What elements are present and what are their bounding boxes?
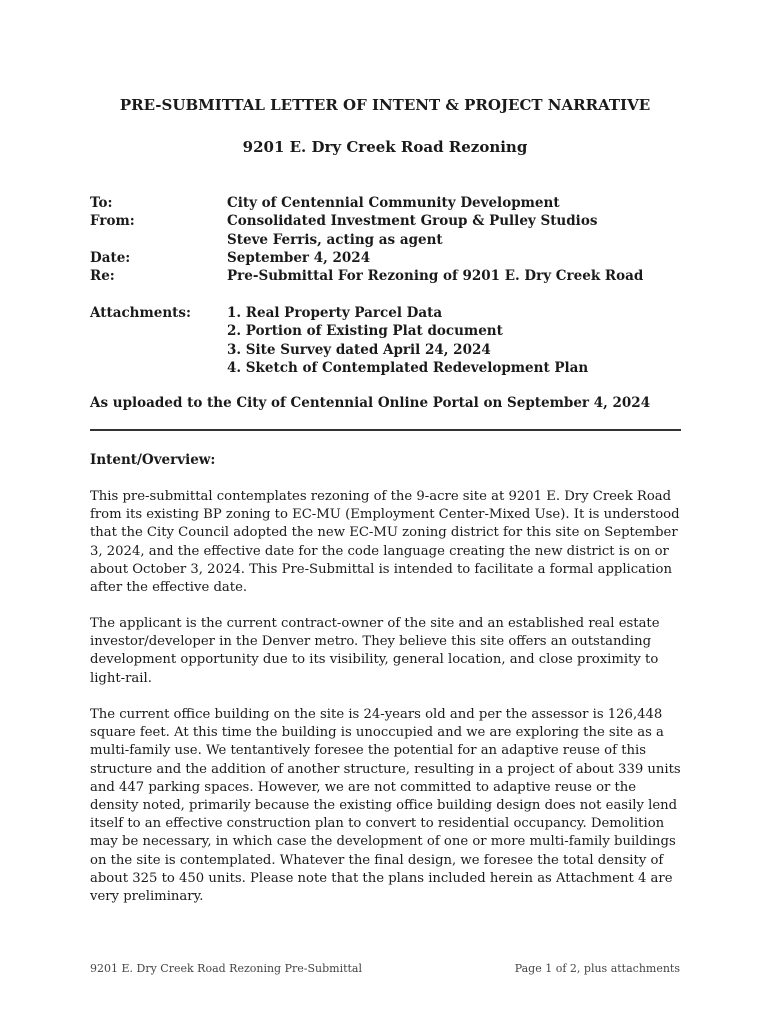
from-label: From:	[90, 213, 135, 230]
attachment-item: 1. Real Property Parcel Data	[227, 304, 443, 321]
footer-left: 9201 E. Dry Creek Road Rezoning Pre-Submittal	[90, 962, 363, 975]
re-value: Pre-Submittal For Rezoning of 9201 E. Dry Creek Road	[227, 268, 644, 285]
re-row	[90, 267, 690, 285]
attachment-item: 4. Sketch of Contemplated Redevelopment Plan	[227, 359, 589, 376]
document-subtitle: 9201 E. Dry Creek Road Rezoning	[242, 138, 528, 156]
to-value: City of Centennial Community Development	[227, 195, 560, 211]
from-value-2: Steve Ferris, acting as agent	[227, 231, 443, 248]
date-value: September 4, 2024	[227, 249, 371, 266]
date-label: Date:	[90, 249, 131, 266]
letter-header	[90, 194, 690, 377]
from-row-2	[90, 231, 690, 249]
paragraph-3: The current office building on the site is 24-years old and per the assessor is 126,448 square feet. At this time the building is unoccupied and we are exploring the site as a multi-family use. We tentantively foresee the potential for an adaptive reuse of this structure and the addition of another structure, resulting in a project of about 339 units and 447 parking spaces. However, we are not committed to adaptive reuse or the density noted, primarily because the existing office building design does not easily lend itself to an effective construction plan to convert to residential occupancy. Demolition may be necessary, in which case the development of one or more multi-family buildings on the site is contemplated. Whatever the final design, we foresee the total density of about 325 to 450 units. Please note that the plans included herein as Attachment 4 are very preliminary.	[90, 707, 681, 905]
horizontal-divider	[90, 429, 681, 431]
attachments-label: Attachments:	[90, 304, 191, 321]
document-title: PRE-SUBMITTAL LETTER OF INTENT & PROJECT NARRATIVE	[119, 96, 651, 114]
to-label: To:	[90, 195, 113, 211]
paragraph-1: This pre-submittal contemplates rezoning of the 9-acre site at 9201 E. Dry Creek Road from its existing BP zoning to EC-MU (Employment Center-Mixed Use). It is understood that the City Council adopted the new EC-MU zoning district for this site on September 3, 2024, and the effective date for the code language creating the new district is on or about October 3, 2024. This Pre-Submittal is intended to facilitate a formal application after the effective date.	[90, 489, 680, 596]
to-row	[90, 194, 690, 212]
footer-page-number: Page 1 of 2, plus attachments	[514, 962, 680, 975]
date-row	[90, 249, 690, 267]
attachments-row	[90, 304, 690, 322]
from-value: Consolidated Investment Group & Pulley Studios	[227, 213, 598, 230]
section-heading: Intent/Overview:	[90, 452, 216, 468]
attachment-item: 3. Site Survey dated April 24, 2024	[227, 341, 491, 358]
upload-note: As uploaded to the City of Centennial Online Portal on September 4, 2024	[90, 395, 651, 411]
attachment-item: 2. Portion of Existing Plat document	[227, 323, 503, 340]
re-label: Re:	[90, 268, 115, 285]
paragraph-2: The applicant is the current contract-owner of the site and an established real estate investor/developer in the Denver metro. They believe this site offers an outstanding development opportunity due to its visibility, general location, and close proximity to light-rail.	[90, 616, 660, 686]
from-row	[90, 212, 690, 230]
